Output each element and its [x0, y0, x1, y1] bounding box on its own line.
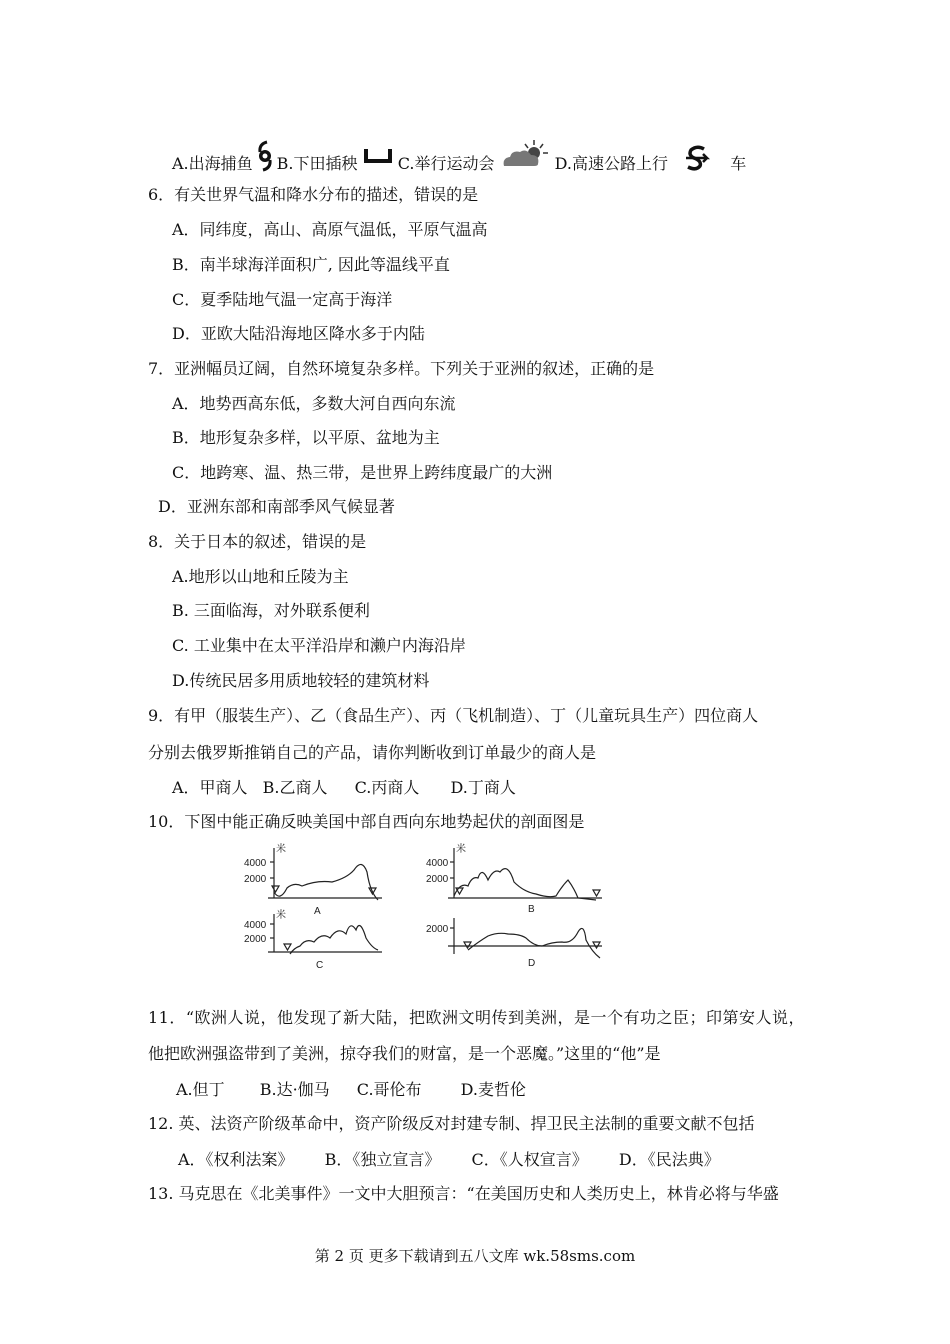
q5-options-row: [172, 146, 746, 174]
profile-a-label: A: [314, 906, 321, 917]
q5-option-d-tail: 车: [730, 154, 747, 173]
q12-option-a: A．《权利法案》: [178, 1150, 294, 1169]
q5-option-c: C.举行运动会: [397, 154, 495, 173]
q12-option-b: B．《独立宣言》: [324, 1150, 441, 1169]
q13-stem: 13. 马克思在《北美事件》一文中大胆预言：“在美国历史和人类历史上，林肯必将与华盛: [148, 1184, 779, 1203]
profile-b-tick-4000: 4000: [426, 858, 449, 869]
profile-a-tick-4000: 4000: [244, 858, 267, 869]
q9-stem-line2: 分别去俄罗斯推销自己的产品，请你判断收到订单最少的商人是: [148, 743, 597, 762]
q12-option-c: C．《人权宣言》: [471, 1150, 588, 1169]
profile-a: [268, 848, 382, 900]
profile-c-tick-4000: 4000: [244, 920, 267, 931]
q7-option-c: C．地跨寒、温、热三带，是世界上跨纬度最广的大洲: [172, 463, 553, 482]
sandstorm-icon: [683, 144, 713, 177]
q6-option-a: A．同纬度，高山、高原气温低，平原气温高: [172, 220, 488, 239]
q7-option-d: D．亚洲东部和南部季风气候显著: [158, 497, 395, 516]
q6-stem: 6．有关世界气温和降水分布的描述，错误的是: [148, 185, 479, 204]
profile-c-label: C: [316, 960, 324, 971]
q7-option-b: B．地形复杂多样，以平原、盆地为主: [172, 428, 440, 447]
profile-d-tick-2000: 2000: [426, 924, 449, 935]
q8-option-a: A.地形以山地和丘陵为主: [172, 567, 349, 586]
basin-icon: [363, 147, 393, 170]
q5-option-b: B.下田插秧: [276, 154, 358, 173]
q11-option-a: A.但丁: [176, 1080, 225, 1099]
page-footer: 第 2 页 更多下载请到五八文库 wk.58sms.com: [314, 1247, 636, 1265]
q9-option-b: B.乙商人: [262, 778, 328, 797]
q8-option-b: B. 三面临海，对外联系便利: [172, 601, 370, 620]
q12-options-row: [178, 1150, 720, 1170]
q7-stem: 7．亚洲幅员辽阔，自然环境复杂多样。下列关于亚洲的叙述，正确的是: [148, 359, 655, 378]
q10-stem: 10．下图中能正确反映美国中部自西向东地势起伏的剖面图是: [148, 812, 585, 831]
q6-option-d: D．亚欧大陆沿海地区降水多于内陆: [172, 324, 425, 343]
q8-option-c: C. 工业集中在太平洋沿岸和濑户内海沿岸: [172, 636, 466, 655]
typhoon-icon: [253, 140, 277, 177]
q5-option-d: D.高速公路上行: [554, 154, 669, 173]
q11-stem-line2: 他把欧洲强盗带到了美洲，掠夺我们的财富，是一个恶魔。”这里的“他”是: [148, 1044, 661, 1063]
q6-option-b: B．南半球海洋面积广, 因此等温线平直: [172, 255, 450, 274]
q9-option-d: D.丁商人: [450, 778, 516, 797]
profile-c-tick-2000: 2000: [244, 934, 267, 945]
profile-d: [448, 918, 602, 958]
q8-stem: 8．关于日本的叙述，错误的是: [148, 532, 367, 551]
q9-option-c: C.丙商人: [354, 778, 420, 797]
sun-behind-cloud-icon: [500, 138, 550, 175]
q10-profile-diagrams: [232, 842, 612, 972]
profile-b: [448, 848, 602, 900]
q9-option-a: A．甲商人: [172, 778, 248, 797]
q8-option-d: D.传统民居多用质地较轻的建筑材料: [172, 671, 430, 690]
profile-b-label: B: [528, 904, 535, 915]
profile-a-unit: 米: [276, 844, 286, 855]
q7-option-a: A．地势西高东低，多数大河自西向东流: [172, 394, 456, 413]
q6-option-c: C．夏季陆地气温一定高于海洋: [172, 290, 393, 309]
profile-d-label: D: [528, 958, 536, 969]
profile-c-unit: 米: [276, 910, 286, 921]
profile-b-tick-2000: 2000: [426, 874, 449, 885]
q11-option-d: D.麦哲伦: [460, 1080, 526, 1099]
q11-options-row: [176, 1080, 526, 1100]
q11-stem-line1: 11．“欧洲人说，他发现了新大陆，把欧洲文明传到美洲，是一个有功之臣；印第安人说，: [148, 1008, 806, 1027]
q9-stem-line1: 9．有甲（服装生产）、乙（食品生产）、丙（飞机制造）、丁（儿童玩具生产）四位商人: [148, 706, 759, 725]
q11-option-c: C.哥伦布: [356, 1080, 422, 1099]
q11-option-b: B.达·伽马: [259, 1080, 330, 1099]
profile-b-unit: 米: [456, 844, 466, 855]
profile-a-tick-2000: 2000: [244, 874, 267, 885]
q12-stem: 12. 英、法资产阶级革命中，资产阶级反对封建专制、捍卫民主法制的重要文献不包括: [148, 1114, 755, 1133]
q5-option-a: A.出海捕鱼: [172, 154, 253, 173]
q12-option-d: D．《民法典》: [618, 1150, 720, 1169]
q9-options-row: [172, 778, 516, 798]
